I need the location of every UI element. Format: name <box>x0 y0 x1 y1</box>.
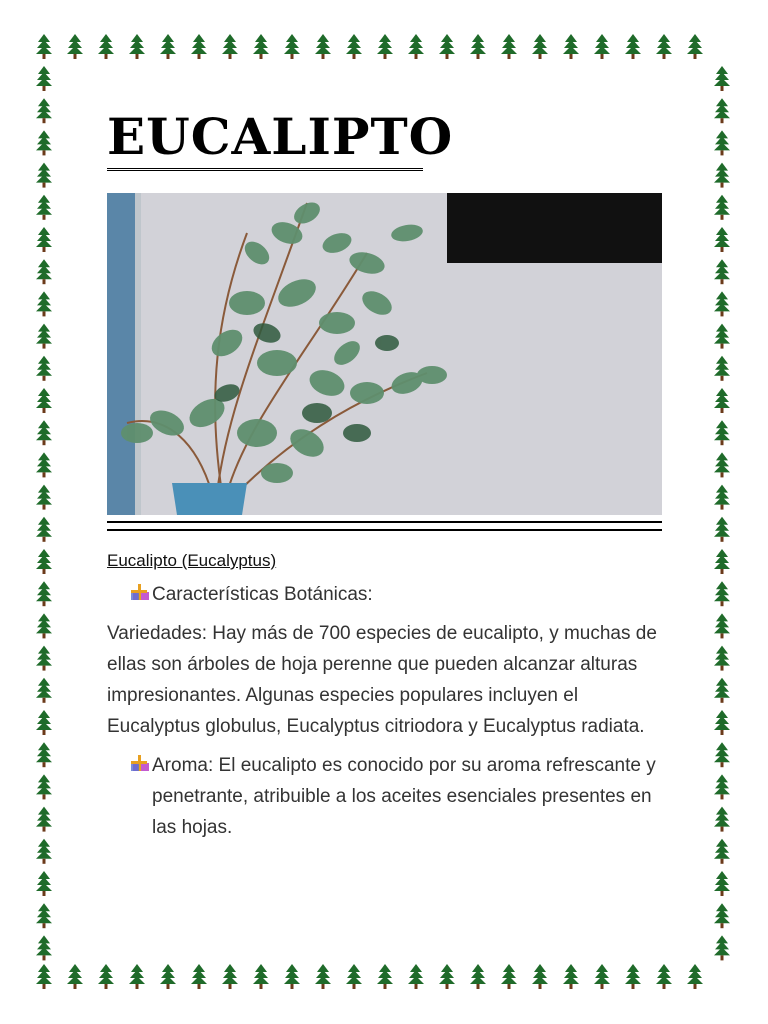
pine-tree-icon <box>714 839 730 864</box>
pine-tree-icon <box>714 646 730 671</box>
bullet-item-aroma <box>107 750 662 843</box>
pine-tree-icon <box>714 66 730 91</box>
pine-tree-icon <box>36 871 52 896</box>
pine-tree-icon <box>687 964 703 989</box>
document-body <box>107 100 662 843</box>
pine-tree-icon <box>36 742 52 767</box>
pine-tree-icon <box>36 163 52 188</box>
pine-tree-icon <box>714 678 730 703</box>
pine-tree-icon <box>36 774 52 799</box>
pine-tree-icon <box>36 935 52 960</box>
pine-tree-icon <box>714 935 730 960</box>
pine-tree-icon <box>36 291 52 316</box>
pine-tree-icon <box>501 964 517 989</box>
pine-tree-icon <box>36 646 52 671</box>
pine-tree-icon <box>408 964 424 989</box>
pine-tree-icon <box>284 34 300 59</box>
pine-tree-icon <box>36 613 52 638</box>
pine-tree-icon <box>714 452 730 477</box>
eucalyptus-plant-photo <box>107 193 662 515</box>
pine-tree-icon <box>714 291 730 316</box>
pine-tree-icon <box>439 964 455 989</box>
pine-tree-icon <box>532 964 548 989</box>
pine-tree-icon <box>714 227 730 252</box>
double-rule-divider <box>107 521 662 531</box>
pine-tree-icon <box>315 34 331 59</box>
pine-tree-icon <box>714 195 730 220</box>
pine-tree-icon <box>36 34 52 59</box>
pine-tree-icon <box>253 34 269 59</box>
pine-tree-icon <box>36 66 52 91</box>
pine-tree-icon <box>408 34 424 59</box>
pine-tree-icon <box>284 964 300 989</box>
pine-tree-icon <box>222 34 238 59</box>
pine-tree-icon <box>714 324 730 349</box>
page-title: EUCALIPTO <box>107 100 423 171</box>
pine-tree-icon <box>36 485 52 510</box>
pine-tree-icon <box>36 839 52 864</box>
pine-tree-icon <box>160 34 176 59</box>
pine-tree-icon <box>36 581 52 606</box>
pine-tree-icon <box>98 964 114 989</box>
pine-tree-icon <box>377 34 393 59</box>
pine-tree-icon <box>36 903 52 928</box>
variedades-paragraph: Variedades: Hay más de 700 especies de eucalipto, y muchas de ellas son árboles de hoja perenne que pueden alcanzar alturas impresionantes. Algunas especies populares incluyen el Eucalyptus globulus, Eucalyptus citriodora y Eucalyptus radiata. <box>107 623 657 737</box>
pine-tree-icon <box>714 485 730 510</box>
pine-tree-icon <box>714 98 730 123</box>
pine-tree-icon <box>129 34 145 59</box>
pine-tree-icon <box>129 964 145 989</box>
pine-tree-icon <box>36 259 52 284</box>
colored-cross-bullet-icon <box>129 582 149 602</box>
pine-tree-icon <box>67 34 83 59</box>
pine-tree-icon <box>98 34 114 59</box>
pine-tree-icon <box>532 34 548 59</box>
pine-tree-icon <box>687 34 703 59</box>
pine-tree-icon <box>36 130 52 155</box>
pine-tree-icon <box>36 517 52 542</box>
pine-tree-icon <box>439 34 455 59</box>
pine-tree-icon <box>714 742 730 767</box>
pine-tree-icon <box>714 903 730 928</box>
pine-tree-icon <box>36 98 52 123</box>
pine-tree-icon <box>563 34 579 59</box>
pine-tree-icon <box>594 34 610 59</box>
pine-tree-icon <box>36 388 52 413</box>
pine-tree-icon <box>377 964 393 989</box>
pine-tree-icon <box>714 420 730 445</box>
pine-tree-icon <box>36 678 52 703</box>
pine-tree-icon <box>563 964 579 989</box>
pine-tree-icon <box>714 130 730 155</box>
pine-tree-icon <box>714 807 730 832</box>
pine-tree-icon <box>67 964 83 989</box>
pine-tree-icon <box>470 964 486 989</box>
pine-tree-icon <box>160 964 176 989</box>
pine-tree-icon <box>191 34 207 59</box>
pine-tree-icon <box>36 549 52 574</box>
pine-tree-icon <box>346 964 362 989</box>
pine-tree-icon <box>714 163 730 188</box>
pine-tree-icon <box>656 34 672 59</box>
pine-tree-icon <box>714 388 730 413</box>
pine-tree-icon <box>36 964 52 989</box>
pine-tree-icon <box>714 549 730 574</box>
pine-tree-icon <box>714 613 730 638</box>
pine-tree-icon <box>36 452 52 477</box>
pine-tree-icon <box>36 356 52 381</box>
pine-tree-icon <box>222 964 238 989</box>
pine-tree-icon <box>346 34 362 59</box>
bullet-item-caracteristicas <box>107 579 662 610</box>
pine-tree-icon <box>501 34 517 59</box>
pine-tree-icon <box>36 195 52 220</box>
pine-tree-icon <box>625 34 641 59</box>
pine-tree-icon <box>36 807 52 832</box>
pine-tree-icon <box>625 964 641 989</box>
pine-tree-icon <box>714 356 730 381</box>
pine-tree-icon <box>714 871 730 896</box>
pine-tree-icon <box>315 964 331 989</box>
pine-tree-icon <box>714 581 730 606</box>
pine-tree-icon <box>36 420 52 445</box>
pine-tree-icon <box>470 34 486 59</box>
pine-tree-icon <box>714 517 730 542</box>
pine-tree-icon <box>714 710 730 735</box>
pine-tree-icon <box>36 710 52 735</box>
colored-cross-bullet-icon <box>129 753 149 773</box>
section-heading: Eucalipto (Eucalyptus) <box>107 551 277 570</box>
pine-tree-icon <box>594 964 610 989</box>
pine-tree-icon <box>714 259 730 284</box>
pine-tree-icon <box>253 964 269 989</box>
pine-tree-icon <box>714 774 730 799</box>
pine-tree-icon <box>656 964 672 989</box>
pine-tree-icon <box>191 964 207 989</box>
pine-tree-icon <box>36 324 52 349</box>
bullet-text: Características Botánicas: <box>152 584 373 605</box>
pine-tree-icon <box>36 227 52 252</box>
bullet-text: Aroma: El eucalipto es conocido por su aroma refrescante y penetrante, atribuible a los aceites esenciales presentes en las hojas. <box>152 755 656 838</box>
